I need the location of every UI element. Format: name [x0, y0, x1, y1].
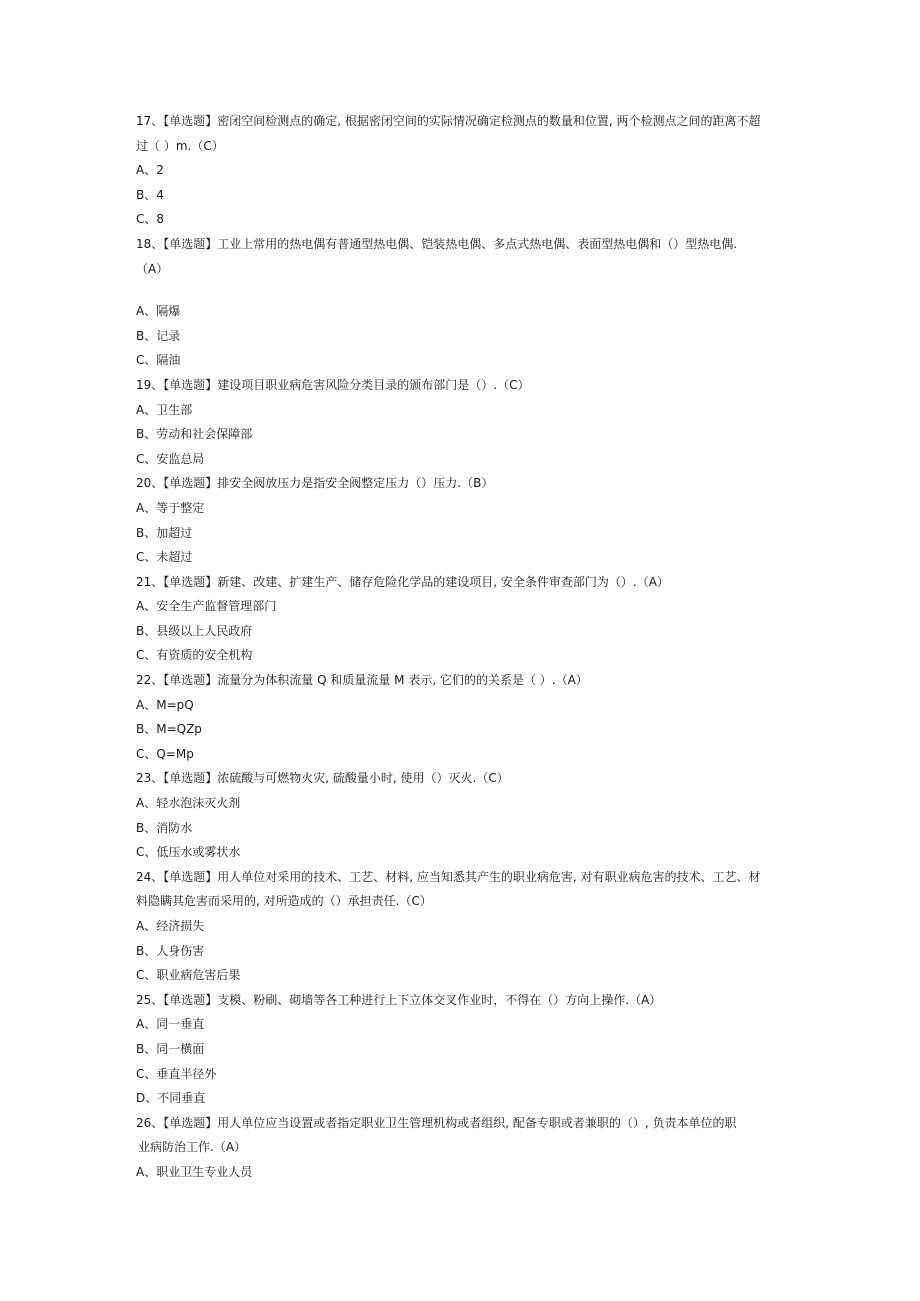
question-stem: 18、【单选题】工业上常用的热电偶有普通型热电偶、铠装热电偶、多点式热电偶、表面型热电偶和（）型热电偶. [136, 236, 738, 251]
answer-option: A、M=pQ [136, 697, 194, 712]
question-stem-continuation: （A） [136, 261, 169, 276]
question-stem: 21、【单选题】新建、改建、扩建生产、储存危险化学品的建设项目, 安全条件审查部门为（）.（A） [136, 574, 669, 589]
answer-option: C、低压水或雾状水 [136, 845, 241, 860]
answer-option: B、4 [136, 187, 164, 202]
answer-option: C、职业病危害后果 [136, 968, 241, 983]
question-stem: 24、【单选题】用人单位对采用的技术、工艺、材料, 应当知悉其产生的职业病危害, 对有职业病危害的技术、工艺、材 [136, 869, 761, 884]
answer-option: A、隔爆 [136, 304, 181, 319]
question-stem-continuation: 业病防治工作.（A） [138, 1140, 247, 1155]
spacer [136, 281, 786, 299]
answer-option: D、不同垂直 [136, 1091, 206, 1106]
answer-option: B、同一横面 [136, 1041, 205, 1056]
answer-option: C、有资质的安全机构 [136, 648, 253, 663]
answer-option: B、加超过 [136, 525, 193, 540]
question-list [136, 109, 786, 1185]
answer-option: C、隔油 [136, 353, 181, 368]
question-stem: 25、【单选题】支模、粉刷、砌墙等各工种进行上下立体交叉作业时，不得在（）方向上操作.（A） [136, 992, 662, 1007]
answer-option: A、职业卫生专业人员 [136, 1164, 253, 1179]
question-stem: 17、【单选题】密闭空间检测点的确定, 根据密闭空间的实际情况确定检测点的数量和位置, 两个检测点之间的距离不超 [136, 114, 761, 128]
answer-option: C、8 [136, 212, 165, 227]
answer-option: A、等于整定 [136, 500, 205, 515]
answer-option: B、县级以上人民政府 [136, 623, 253, 638]
question-stem: 23、【单选题】浓硫酸与可燃物火灾, 硫酸量小时, 使用（）灭火.（C） [136, 771, 509, 786]
answer-option: B、劳动和社会保障部 [136, 427, 253, 442]
answer-option: A、卫生部 [136, 402, 193, 417]
answer-option: A、2 [136, 163, 164, 178]
question-stem: 20、【单选题】排安全阀放压力是指安全阀整定压力（）压力.（B） [136, 476, 494, 491]
answer-option: B、记录 [136, 328, 181, 343]
answer-option: C、安监总局 [136, 451, 205, 466]
question-stem-continuation: 料隐瞒其危害而采用的, 对所造成的（）承担责任.（C） [136, 894, 432, 909]
question-stem: 26、【单选题】用人单位应当设置或者指定职业卫生管理机构或者组织, 配备专职或者兼职的（）, 负责本单位的职 [136, 1115, 737, 1130]
answer-option: C、垂直半径外 [136, 1066, 217, 1081]
answer-option: C、Q=Mp [136, 746, 194, 761]
answer-option: A、轻水泡沫灭火剂 [136, 796, 241, 811]
answer-option: A、经济损失 [136, 919, 205, 933]
answer-option: A、安全生产监督管理部门 [136, 599, 277, 614]
answer-option: B、消防水 [136, 820, 193, 835]
answer-option: B、M=QZp [136, 722, 202, 737]
question-stem: 19、【单选题】建设项目职业病危害风险分类目录的颁布部门是（）.（C） [136, 377, 530, 392]
question-stem: 22、【单选题】流量分为体积流量 Q 和质量流量 M 表示, 它们的的关系是（ ）.（A） [136, 673, 588, 688]
answer-option: C、未超过 [136, 550, 193, 565]
question-stem-continuation: 过（ ）m.（C） [136, 138, 224, 153]
answer-option: A、同一垂直 [136, 1017, 205, 1032]
answer-option: B、人身伤害 [136, 943, 205, 958]
